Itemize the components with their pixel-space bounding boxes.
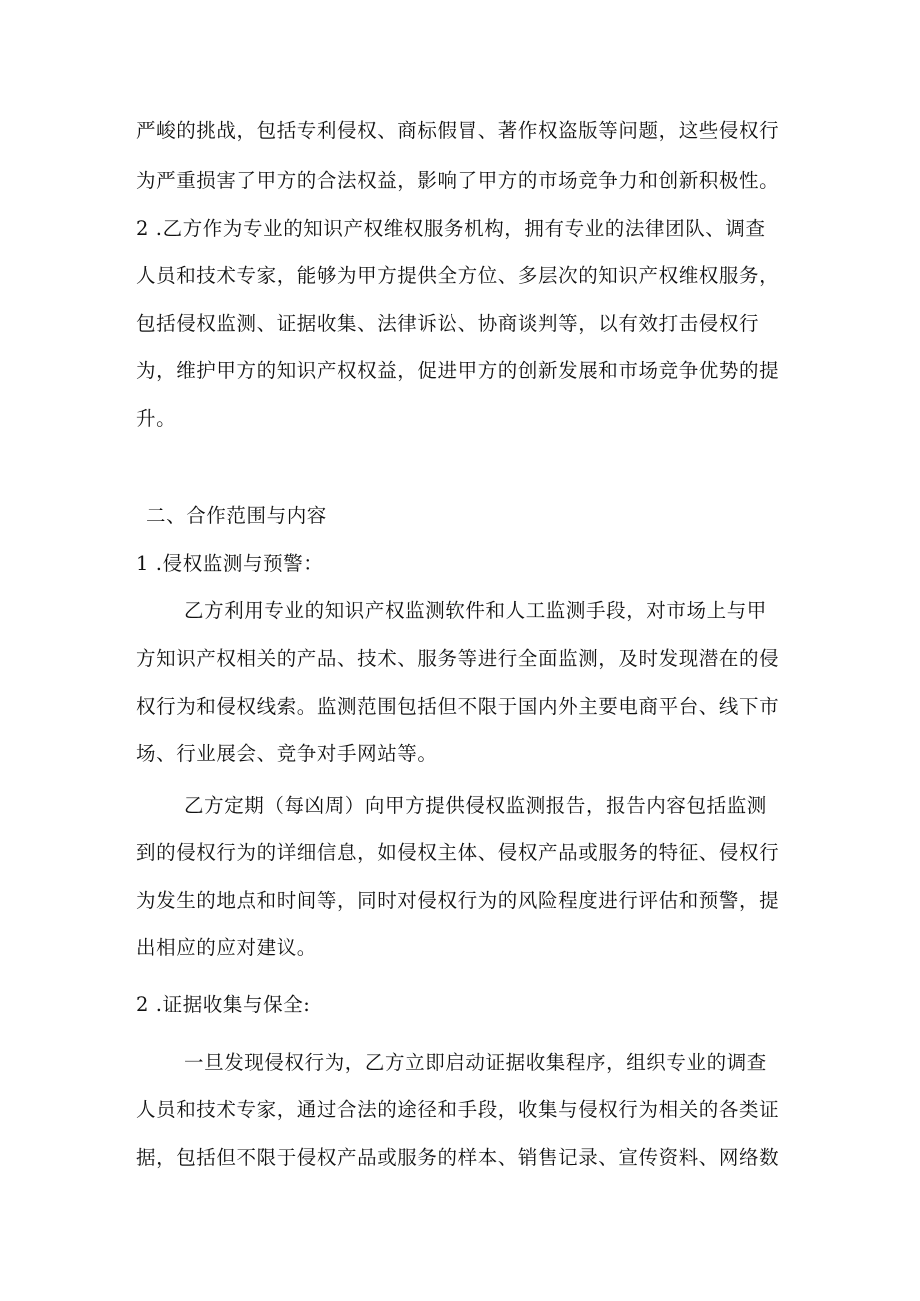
text-line: 一旦发现侵权行为，乙方立即启动证据收集程序，组织专业的调查 xyxy=(184,1051,767,1074)
text-line: 乙方定期（每凶周）向甲方提供侵权监测报告，报告内容包括监测 xyxy=(184,794,767,817)
text-line: 包括侵权监测、证据收集、法律诉讼、协商谈判等，以有效打击侵权行 xyxy=(136,312,760,335)
subsection-heading: 2 .证据收集与保全: xyxy=(136,993,311,1016)
text-line: 严峻的挑战，包括专利侵权、商标假冒、著作权盗版等问题，这些侵权行 xyxy=(136,119,780,142)
text-line: 为发生的地点和时间等，同时对侵权行为的风险程度进行评估和预警，提 xyxy=(136,889,780,912)
text-line: 人员和技术专家，能够为甲方提供全方位、多层次的知识产权维权服务， xyxy=(136,264,780,287)
subsection-heading: 1 .侵权监测与预警： xyxy=(136,552,324,575)
text-line: 场、行业展会、竞争对手网站等。 xyxy=(136,742,438,765)
text-line: 到的侵权行为的详细信息，如侵权主体、侵权产品或服务的特征、侵权行 xyxy=(136,841,780,864)
text-line: 人员和技术专家，通过合法的途径和手段，收集与侵权行为相关的各类证 xyxy=(136,1098,780,1121)
text-line: 方知识产权相关的产品、技术、服务等进行全面监测，及时发现潜在的侵 xyxy=(136,647,780,670)
text-line: 乙方利用专业的知识产权监测软件和人工监测手段，对市场上与甲 xyxy=(184,599,767,622)
text-line: 据，包括但不限于侵权产品或服务的样本、销售记录、宣传资料、网络数 xyxy=(136,1146,780,1169)
text-line: 出相应的应对建议。 xyxy=(136,936,317,959)
list-item-2-line: 2 .乙方作为专业的知识产权维权服务机构，拥有专业的法律团队、调查 xyxy=(136,217,766,240)
text-line: 权行为和侵权线索。监测范围包括但不限于国内外主要电商平台、线下市 xyxy=(136,695,780,718)
text-line: 为严重损害了甲方的合法权益，影响了甲方的市场竞争力和创新积极性。 xyxy=(136,169,780,192)
section-heading: 二、合作范围与内容 xyxy=(146,504,327,527)
text-line: 为，维护甲方的知识产权权益，促进甲方的创新发展和市场竞争优势的提 xyxy=(136,359,780,382)
text-line: 升。 xyxy=(136,407,177,430)
